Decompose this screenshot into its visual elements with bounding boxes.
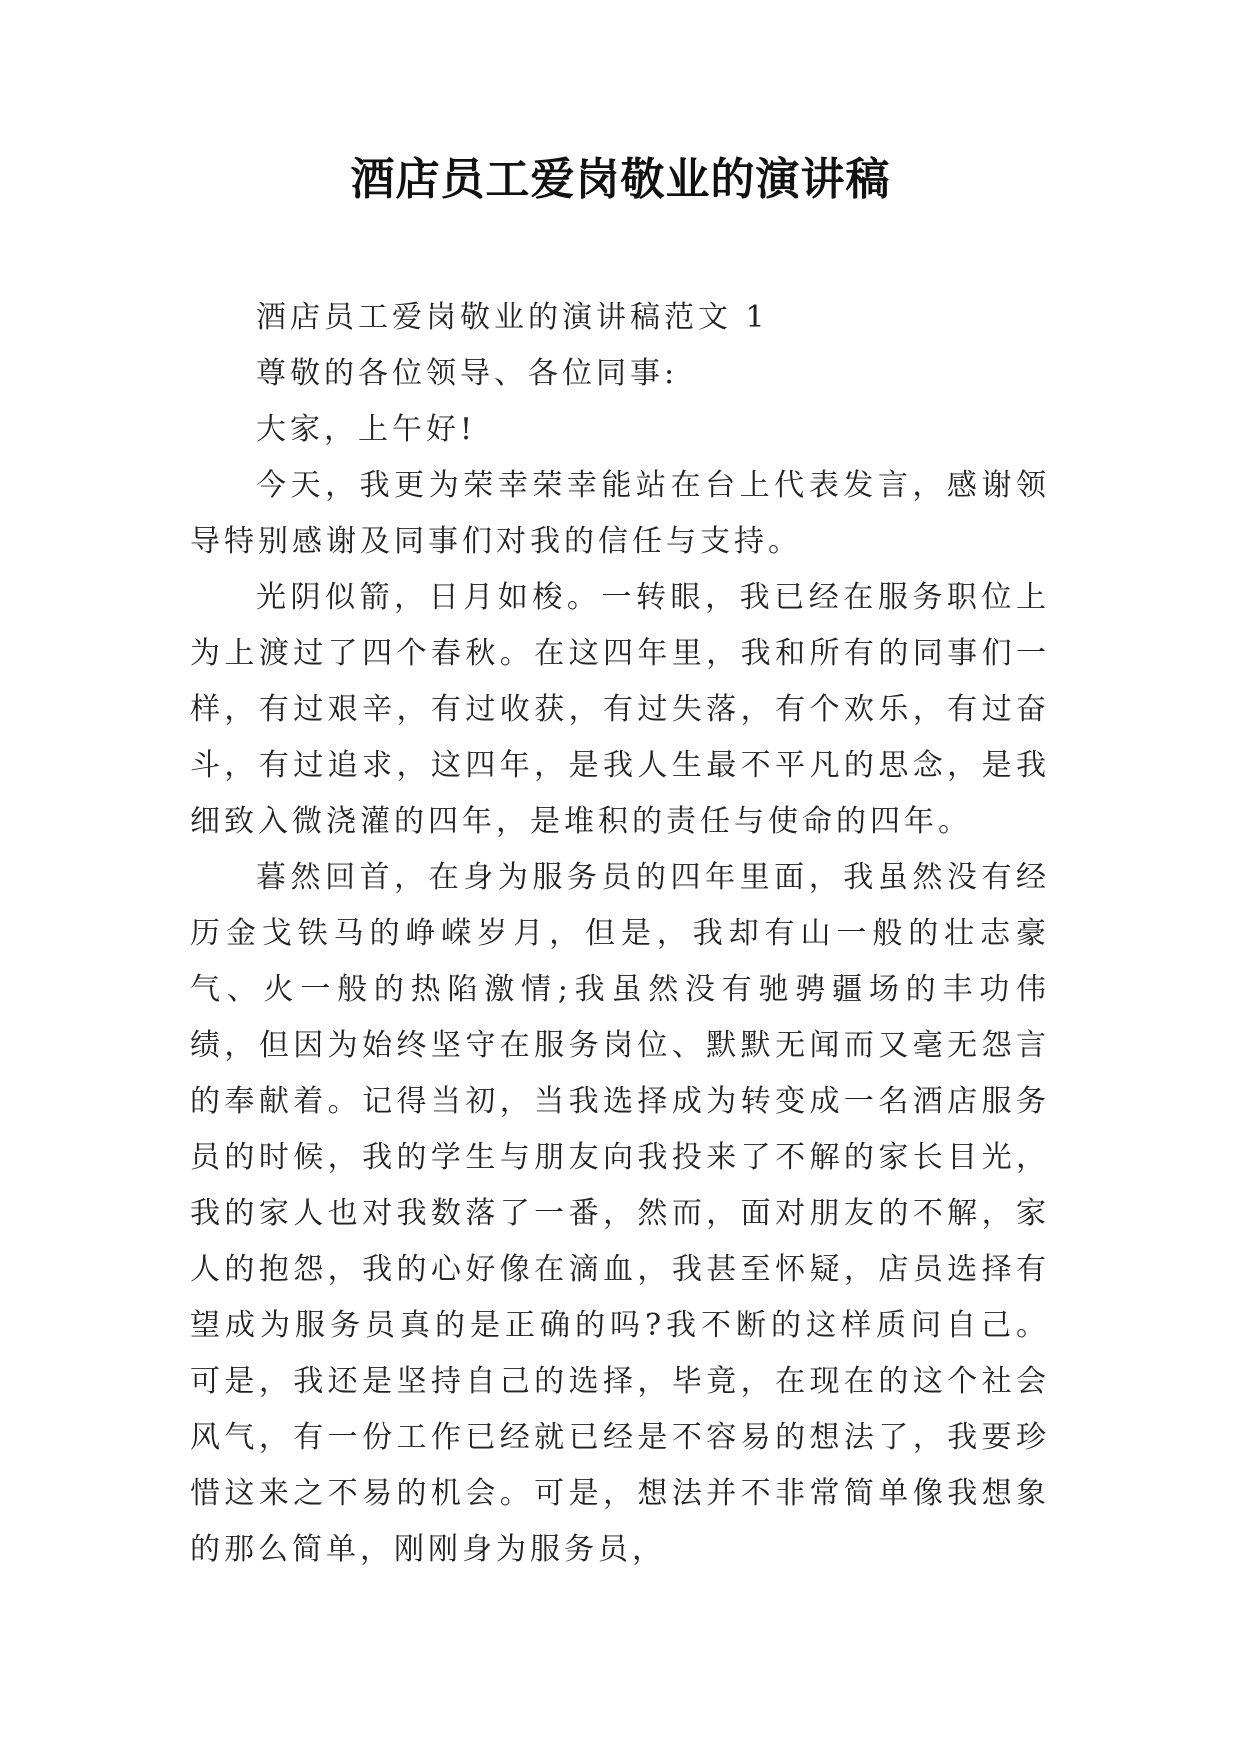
document-body bbox=[190, 290, 1050, 1578]
paragraph-four-years: 光阴似箭，日月如梭。一转眼，我已经在服务职位上为上渡过了四个春秋。在这四年里，我和所有的同事们一样，有过艰辛，有过收获，有过失落，有个欢乐，有过奋斗，有过追求，这四年，是我人生最不平凡的思念，是我细致入微浇灌的四年，是堆积的责任与使命的四年。 bbox=[190, 580, 1050, 839]
paragraph-greeting: 大家，上午好! bbox=[256, 412, 477, 447]
paragraph-looking-back: 暮然回首，在身为服务员的四年里面，我虽然没有经历金戈铁马的峥嵘岁月，但是，我却有山一般的壮志豪气、火一般的热陷激情;我虽然没有驰骋疆场的丰功伟绩，但因为始终坚守在服务岗位、默默无闻而又毫无怨言的奉献着。记得当初，当我选择成为转变成一名酒店服务员的时候，我的学生与朋友向我投来了不解的家长目光，我的家人也对我数落了一番，然而，面对朋友的不解，家人的抱怨，我的心好像在滴血，我甚至怀疑，店员选择有望成为服务员真的是正确的吗?我不断的这样质问自己。可是，我还是坚持自己的选择，毕竟，在现在的这个社会风气，有一份工作已经就已经是不容易的想法了，我要珍惜这来之不易的机会。可是，想法并不非常简单像我想象的那么简单，刚刚身为服务员， bbox=[190, 860, 1050, 1567]
paragraph-thanks: 今天，我更为荣幸荣幸能站在台上代表发言，感谢领导特别感谢及同事们对我的信任与支持。 bbox=[190, 468, 1050, 559]
paragraph-salutation: 尊敬的各位领导、各位同事: bbox=[256, 356, 679, 391]
document-title: 酒店员工爱岗敬业的演讲稿 bbox=[350, 154, 891, 205]
paragraph-subtitle: 酒店员工爱岗敬业的演讲稿范文 1 bbox=[256, 300, 769, 335]
